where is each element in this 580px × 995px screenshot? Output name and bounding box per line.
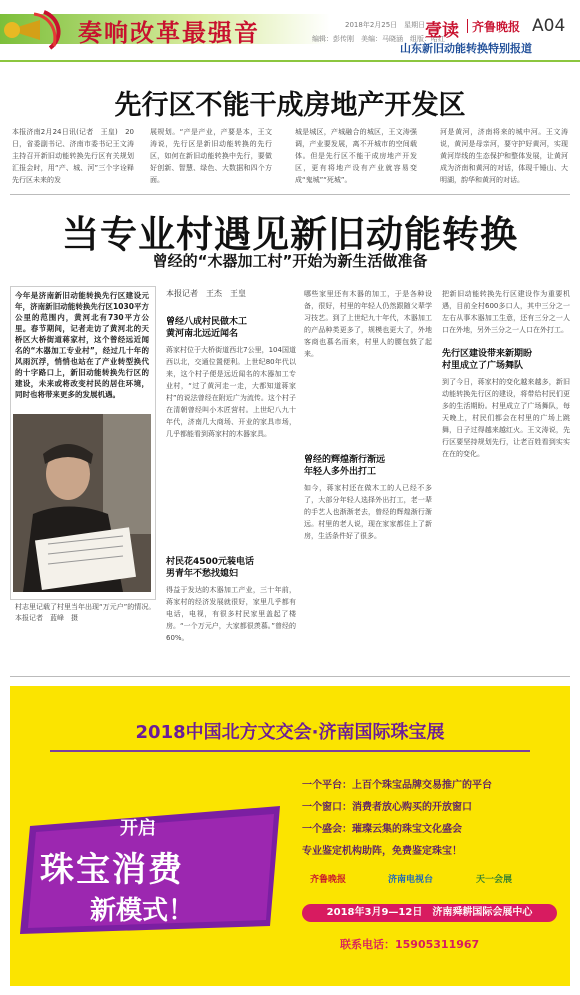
ad-item-1: 一个平台：上百个珠宝品牌交易推广的平台 bbox=[302, 780, 492, 791]
subhead-4: 先行区建设带来新期盼 村里成立了广场舞队 bbox=[442, 349, 533, 371]
article2-subheadline: 曾经的“木器加工村”开始为新生活做准备 bbox=[152, 252, 428, 270]
article2-col-b1: 蒋家村位于大桥街道西北7公里，104国道西以北，交通位置便利。上世纪80年代以来，这个村子便是远近闻名的木器加工专业村，“过了黄河走一走，大都知道蒋家村”的说法曾经在附近广为流传。这个村子在清朝曾经叫小木匠营村。上世纪八九十年代，济南几大商场、开业的家具市场，几乎都能看到蒋家村的木器家具。 bbox=[166, 346, 296, 438]
ad-item-4: 专业鉴定机构助阵，免费鉴定珠宝！ bbox=[302, 846, 462, 857]
article1-col2: 展规划。“产是产业，产要是本，王文涛说，先行区是新旧动能转换的先行区，如何在新旧动能转换中先行，要做好创新、智慧、绿色、大数据和四个方面。 bbox=[150, 128, 272, 184]
masthead-rule bbox=[0, 60, 580, 62]
jewelry-expo-ad bbox=[10, 686, 570, 986]
subhead-3: 曾经的辉煌渐行渐远 年轻人多外出打工 bbox=[304, 455, 386, 477]
article2-col-c2: 如今，蒋家村还在做木工的人已经不多了，大部分年轻人选择外出打工，老一辈的手艺人也渐渐老去，曾经的辉煌渐行渐远。村里的老人说，现在家家都住上了新房，生活条件好了很多。 bbox=[304, 484, 432, 540]
article2-lead: 今年是济南新旧动能转换先行区建设元年，济南新旧动能转换先行区1030平方公里的范围内，黄河北有730平方公里。春节期间，记者走访了黄河北的天桥区大桥街道蒋家村，这个曾经远近闻名的“木器加工专业村”，经过几十年的风雨沉浮，悄悄也站在了产业转型换代的十字路口上，新旧动能转换先行区的建设，未来或将改变村民的居住环境，同时也将带来更多的发展机遇。 bbox=[15, 291, 149, 399]
paper-logo: 齐鲁晚报 bbox=[472, 20, 521, 34]
masthead bbox=[0, 0, 580, 62]
article1-col4: 河是黄河，济南将来的城中河。王文涛说，黄河是母亲河，要守护好黄河，实现黄河岸线的生态保护和整体发展，让黄河成为济南和黄河的对话，体现千锤山、大明湖，韵华和黄河的对话。 bbox=[440, 128, 568, 184]
ad-item-3: 一个盛会：璀璨云集的珠宝文化盛会 bbox=[302, 824, 462, 835]
article1-col1: 本报济南2月24日讯(记者 王皇) 20日，省委副书记、济南市委书记王文涛主持召开新旧动能转换先行区有关规划汇报会时，用“产、城、河”三个字诠释先行区未来的发 bbox=[12, 128, 134, 184]
badge-bottom: 新模式！ bbox=[90, 896, 195, 926]
logo-qilu: 齐鲁晚报 bbox=[310, 875, 347, 885]
badge-main: 珠宝消费 bbox=[40, 850, 184, 890]
ad-phone: 联系电话：15905311967 bbox=[340, 938, 480, 951]
badge-top: 开启 bbox=[120, 818, 156, 839]
ad-item-2: 一个窗口：消费者放心购买的开放窗口 bbox=[302, 802, 472, 813]
subhead-1: 曾经八成村民做木工 黄河南北远近闻名 bbox=[166, 317, 248, 339]
byline: 本报记者 王杰 王皇 bbox=[166, 289, 246, 298]
logo-jinan-tv: 济南电视台 bbox=[388, 875, 434, 885]
article1-col3: 城是城区，产城融合的城区，王文涛强调，产业要发展，离不开城市的空间载体。但是先行区不能干成房地产开发区，更有将地产设有产业就容易变成“鬼城”“死城”。 bbox=[295, 128, 417, 184]
divider bbox=[467, 19, 468, 33]
article2-headline: 当专业村遇见新旧动能转换 bbox=[62, 213, 518, 256]
editors-line: 编辑：彭传刚 美编：马晓涵 组版：哈红 bbox=[312, 35, 445, 43]
section-name: 壹读 bbox=[425, 21, 459, 41]
banner-title: 奏响改革最强音 bbox=[78, 18, 260, 47]
ad-date-venue: 2018年3月9—12日 济南舜耕国际会展中心 bbox=[326, 907, 533, 918]
logo-tianyi: 天一会展 bbox=[476, 875, 513, 885]
photo-caption: 村志里记载了村里当年出现“万元户”的情况。 本报记者 蓝峰 摄 bbox=[15, 603, 173, 622]
article2-col-d2: 到了今日，蒋家村的变化越来越多，新旧动能转换先行区的建设，将带给村民们更多的生活期盼。村里成立了广场舞队，每天晚上，村民们都会在村里的广场上跳舞，日子过得越来越红火。王文涛说，先行区要坚持规划先行，让老百姓看到实实在在的变化。 bbox=[442, 378, 570, 458]
date-line: 2018年2月25日 星期日 bbox=[345, 21, 426, 29]
special-report-label: 山东新旧动能转换特别报道 bbox=[400, 42, 532, 55]
ad-title: 2018中国北方文交会·济南国际珠宝展 bbox=[135, 722, 445, 743]
article-photo bbox=[13, 414, 151, 592]
divider bbox=[10, 194, 570, 195]
article2-col-b2: 得益于发达的木器加工产业，三十年前，蒋家村的经济发展就很好，家里几乎都有电话，电视，有很多村民家里盖起了楼房。“一个万元户，大家都很羡慕。”曾经的60%。 bbox=[166, 586, 296, 642]
subhead-2: 村民花4500元装电话 男青年不愁找媳妇 bbox=[166, 557, 255, 579]
article2-col-c1: 哪些家里还有木器的加工，于是各种设备，很好，村里的年轻人仍然跟随父辈学习技艺。到了上世纪九十年代，木器加工的产品种类更多了，规模也更大了，外地客商也慕名而来，村里人的腰包鼓了起来。 bbox=[304, 290, 432, 358]
divider bbox=[50, 750, 530, 752]
article2-col-d1: 把新旧动能转换先行区建设作为重要机遇，目前全村600多口人，其中三分之一左右从事木器加工生意，还有三分之一人口在外地，另外三分之一人口在外打工。 bbox=[442, 290, 570, 334]
divider bbox=[10, 676, 570, 677]
article1-headline: 先行区不能干成房地产开发区 bbox=[114, 90, 466, 121]
promo-badge bbox=[20, 806, 290, 936]
page-number: A04 bbox=[532, 16, 566, 36]
